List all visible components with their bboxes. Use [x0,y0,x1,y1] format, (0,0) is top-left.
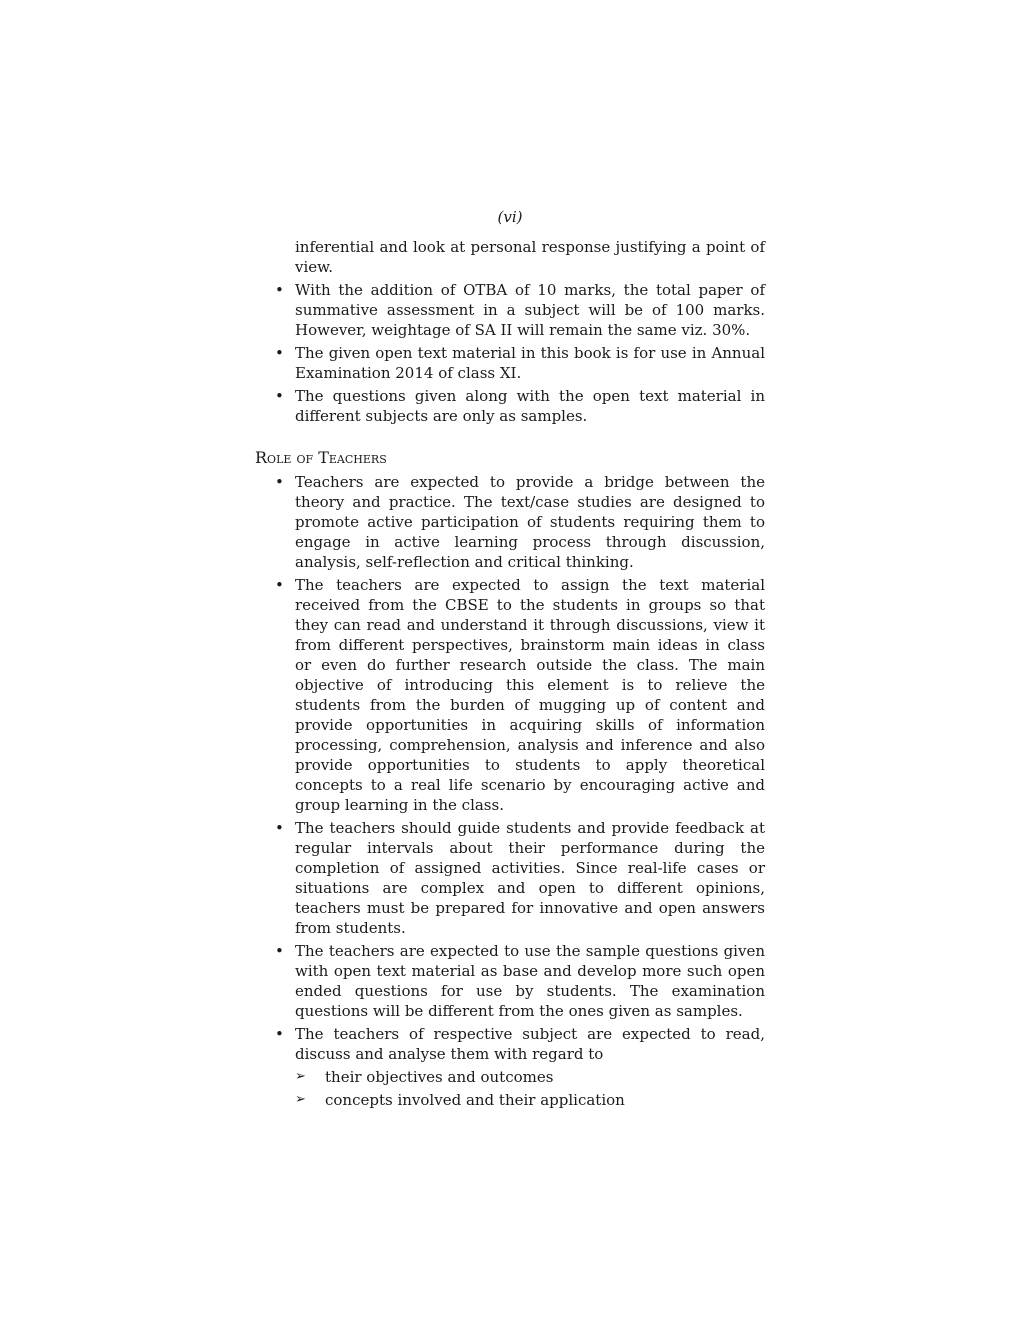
sub-list-item-text: their objectives and outcomes [325,1068,554,1086]
list-item [255,941,765,1021]
bullet-icon: • [275,1025,284,1043]
list-item [255,1024,765,1110]
list-item-text: The questions given along with the open text material in different subjects are only as samples. [295,387,765,425]
bullet-icon: • [275,281,284,299]
sub-list-item-text: concepts involved and their application [325,1091,625,1109]
page-number: (vi) [497,208,523,226]
sub-list-item [295,1090,765,1110]
list-item-text: The given open text material in this book is for use in Annual Examination 2014 of class XI. [295,344,765,382]
list-item-text: The teachers are expected to use the sample questions given with open text material as base and develop more such open ended questions for use by students. The examination questions will be different from the ones given as samples. [295,942,765,1020]
intro-bullet-list [255,280,765,426]
list-item-text: The teachers are expected to assign the text material received from the CBSE to the students in groups so that they can read and understand it through discussions, view it from different perspectives, brainstorm main ideas in class or even do further research outside the class. The main objective of introducing this element is to relieve the students from the burden of mugging up of content and provide opportunities in acquiring skills of information processing, comprehension, analysis and inference and also provide opportunities to students to apply theoretical concepts to a real life scenario by encouraging active and group learning in the class. [295,576,765,814]
list-item [255,386,765,426]
text-column [255,237,765,1113]
arrow-icon: ➢ [295,1069,306,1084]
bullet-icon: • [275,576,284,594]
sub-list-item [295,1067,765,1087]
section-heading: Role of Teachers [255,448,387,467]
list-item-text: Teachers are expected to provide a bridge between the theory and practice. The text/case studies are designed to promote active participation of students requiring them to engage in active learning process through discussion, analysis, self-reflection and critical thinking. [295,473,765,571]
list-item [255,575,765,815]
list-item [255,818,765,938]
arrow-icon: ➢ [295,1092,306,1107]
bullet-icon: • [275,819,284,837]
list-item-text: The teachers of respective subject are expected to read, discuss and analyse them with regard to [295,1025,765,1063]
list-item-text: With the addition of OTBA of 10 marks, the total paper of summative assessment in a subject will be of 100 marks. However, weightage of SA II will remain the same viz. 30%. [295,281,765,339]
list-item-text: The teachers should guide students and provide feedback at regular intervals about their performance during the completion of assigned activities. Since real-life cases or situations are complex and open to different opinions, teachers must be prepared for innovative and open answers from students. [295,819,765,937]
bullet-icon: • [275,473,284,491]
list-item [255,280,765,340]
bullet-icon: • [275,942,284,960]
list-item [255,472,765,572]
bullet-icon: • [275,344,284,362]
continued-paragraph: inferential and look at personal response justifying a point of view. [295,238,765,276]
sub-list [295,1067,765,1110]
list-item [255,343,765,383]
bullet-icon: • [275,387,284,405]
teachers-bullet-list [255,472,765,1110]
